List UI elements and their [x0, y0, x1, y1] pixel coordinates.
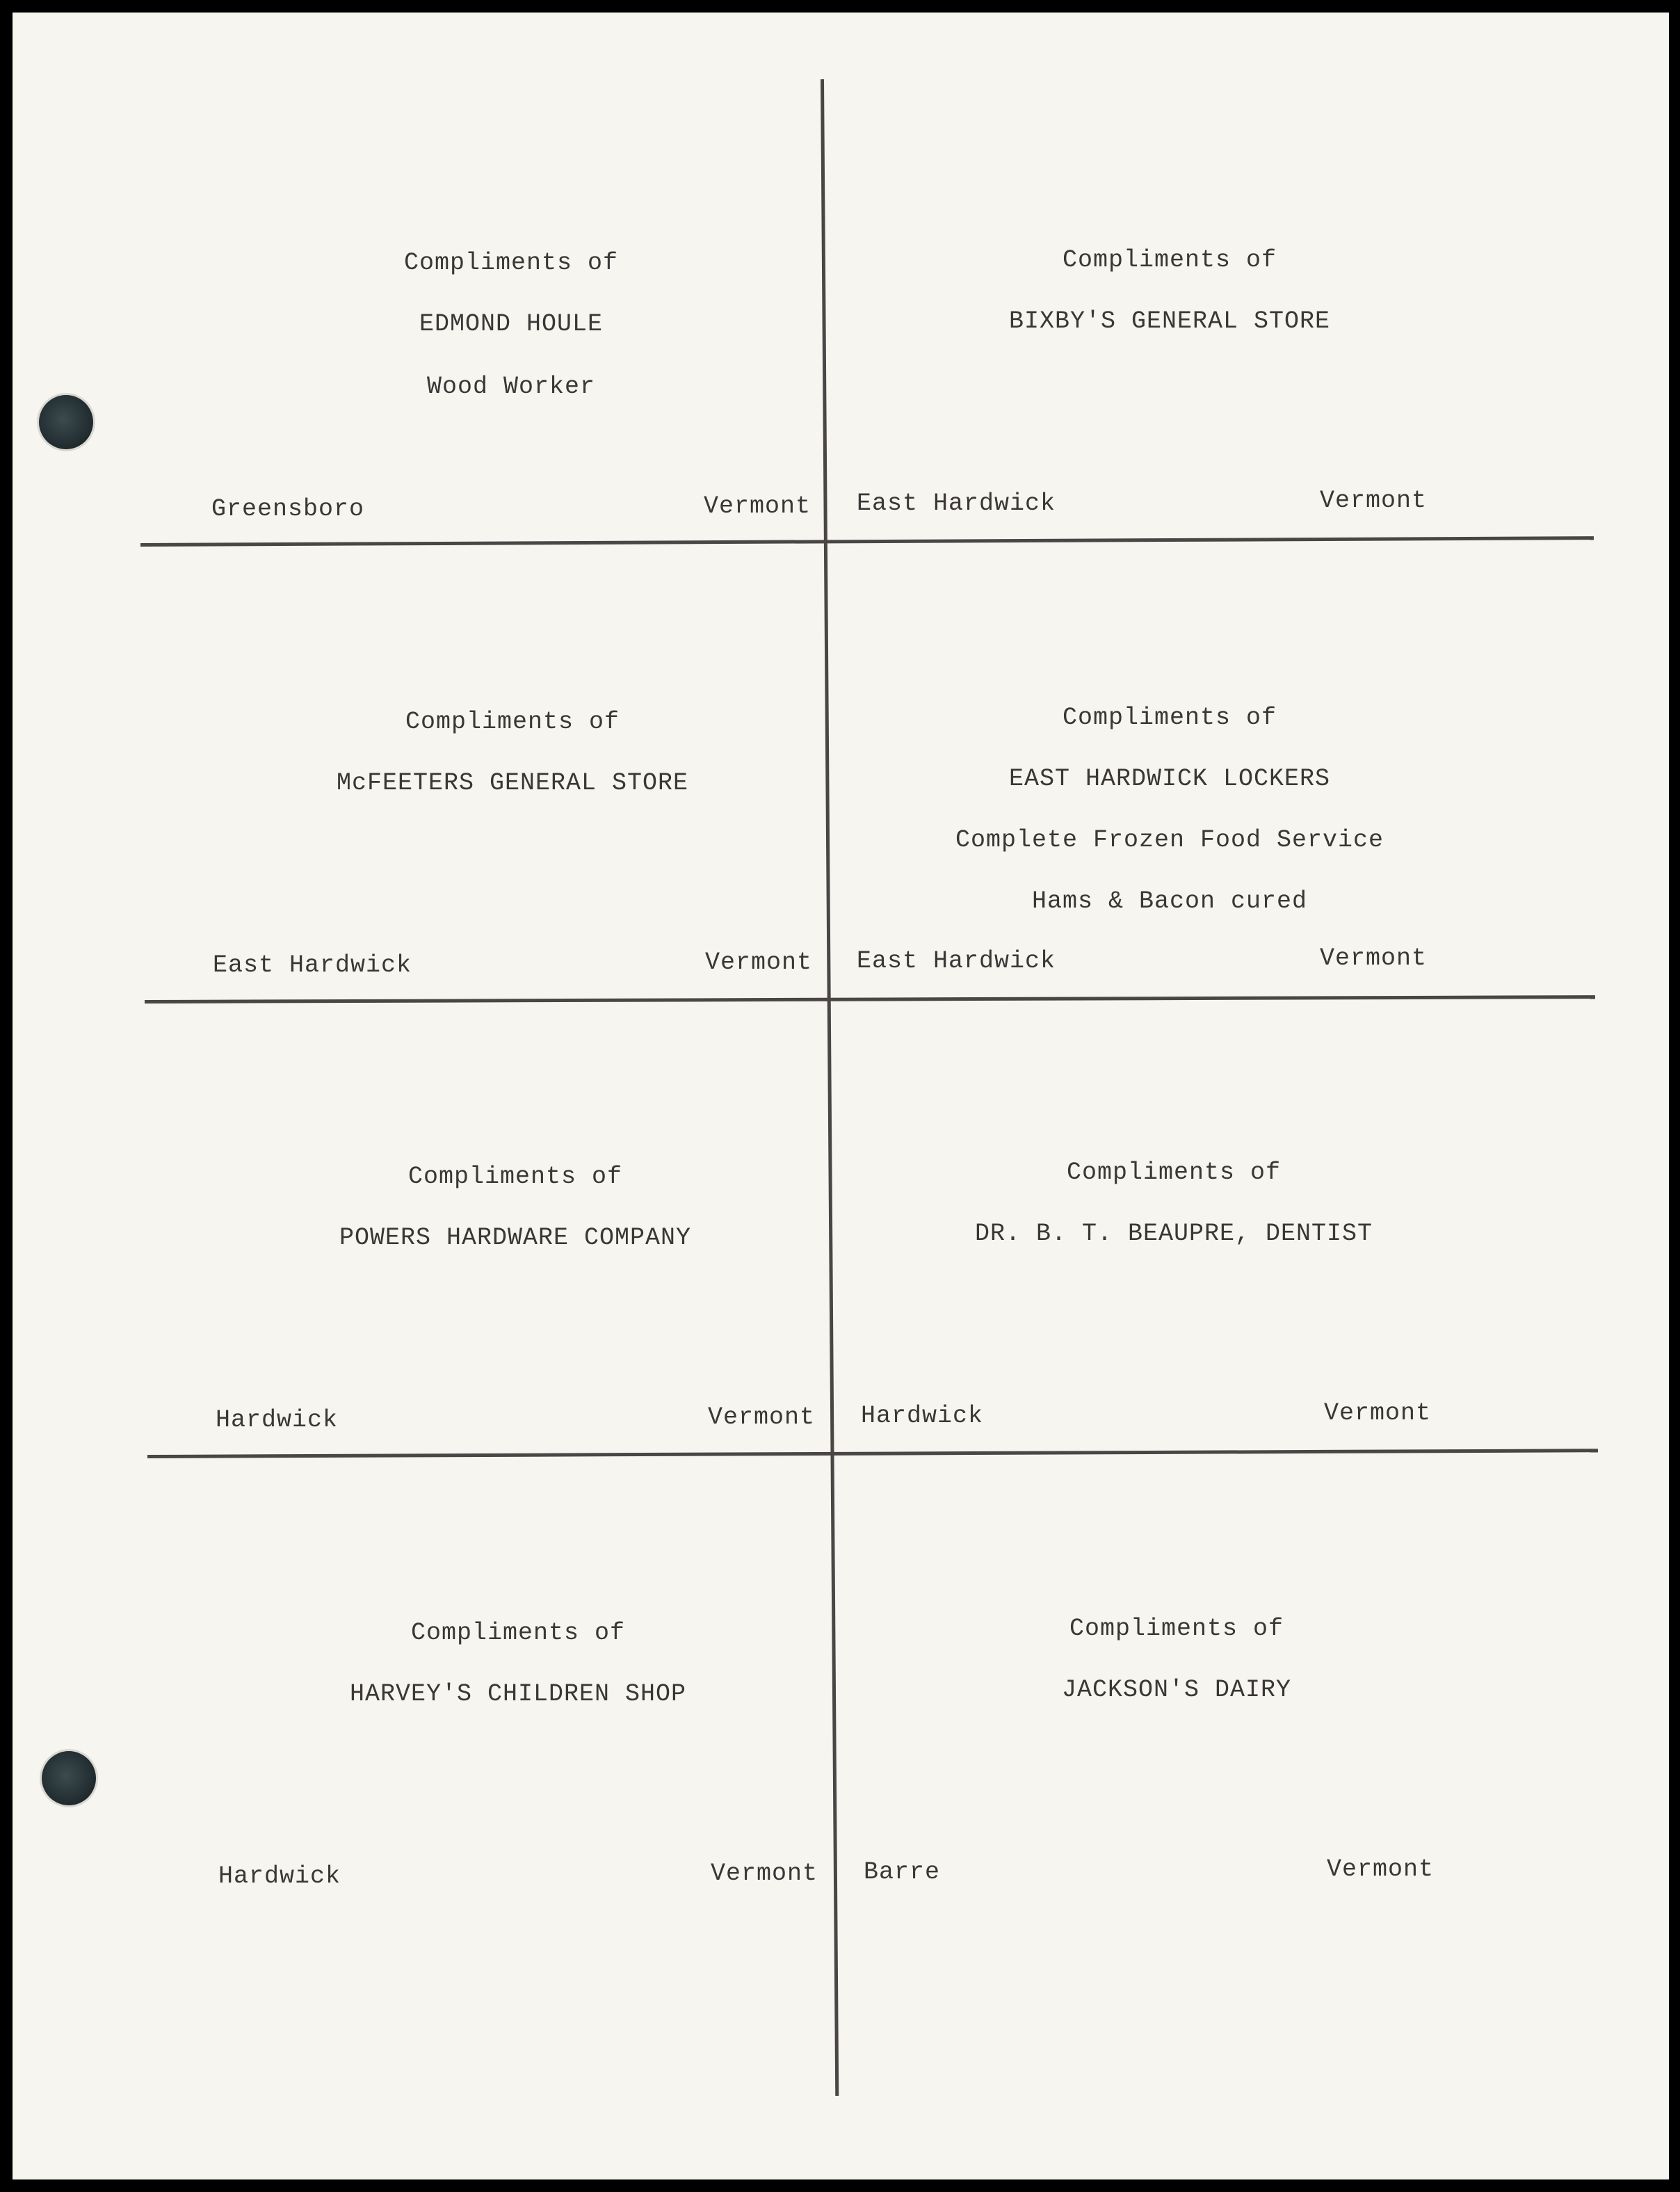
ad-jacksons-dairy: [864, 1615, 1434, 1907]
ad-town: Hardwick: [216, 1406, 339, 1434]
punch-hole-top: [39, 395, 93, 449]
ad-line: Compliments of: [1066, 1159, 1282, 1186]
ad-state: Vermont: [1326, 1855, 1434, 1883]
ad-business-name: McFEETERS GENERAL STORE: [336, 769, 689, 797]
ad-business-name: HARVEY'S CHILDREN SHOP: [349, 1680, 687, 1708]
ad-town: East Hardwick: [857, 947, 1056, 975]
ad-town: Hardwick: [218, 1862, 341, 1890]
ad-town: East Hardwick: [857, 490, 1056, 517]
ad-business-name: BIXBY'S GENERAL STORE: [1008, 307, 1331, 335]
ad-edmond-houle: [211, 249, 811, 541]
ad-state: Vermont: [1319, 944, 1427, 972]
ad-dr-beaupre-dentist: [861, 1159, 1431, 1451]
ad-business-name: JACKSON'S DAIRY: [1061, 1676, 1292, 1704]
ad-state: Vermont: [1319, 487, 1427, 515]
ad-powers-hardware-company: [216, 1163, 815, 1455]
ad-business-name: EDMOND HOULE: [419, 310, 604, 338]
document-page: [13, 13, 1669, 2179]
ad-state: Vermont: [1323, 1399, 1431, 1427]
ad-line: Compliments of: [407, 1163, 623, 1191]
ad-town: Greensboro: [211, 495, 365, 523]
ad-line: Compliments of: [410, 1619, 626, 1647]
ad-line: Hams & Bacon cured: [1031, 887, 1308, 915]
vertical-divider: [821, 79, 839, 2096]
punch-hole-bottom: [42, 1751, 96, 1805]
ad-line: Compliments of: [403, 249, 619, 277]
ad-town: East Hardwick: [213, 951, 412, 979]
ad-east-hardwick-lockers: [857, 704, 1427, 996]
ad-line: Compliments of: [1062, 246, 1277, 274]
ad-state: Vermont: [707, 1403, 815, 1431]
ad-state: Vermont: [703, 492, 811, 520]
ad-line: Complete Frozen Food Service: [955, 826, 1384, 854]
ad-bixbys-general-store: [857, 246, 1427, 538]
ad-line: Compliments of: [1062, 704, 1277, 732]
ad-state: Vermont: [710, 1860, 818, 1887]
ad-business-name: DR. B. T. BEAUPRE, DENTIST: [974, 1220, 1373, 1248]
ad-line: Wood Worker: [426, 373, 596, 401]
ad-town: Barre: [864, 1858, 941, 1886]
ad-business-name: POWERS HARDWARE COMPANY: [339, 1224, 692, 1252]
ad-harveys-children-shop: [218, 1619, 818, 1911]
ad-town: Hardwick: [861, 1402, 984, 1430]
ad-business-name: EAST HARDWICK LOCKERS: [1008, 765, 1331, 793]
ad-state: Vermont: [704, 949, 812, 976]
ad-line: Compliments of: [1069, 1615, 1284, 1643]
ad-mcfeeters-general-store: [213, 708, 812, 1000]
ad-line: Compliments of: [405, 708, 620, 736]
